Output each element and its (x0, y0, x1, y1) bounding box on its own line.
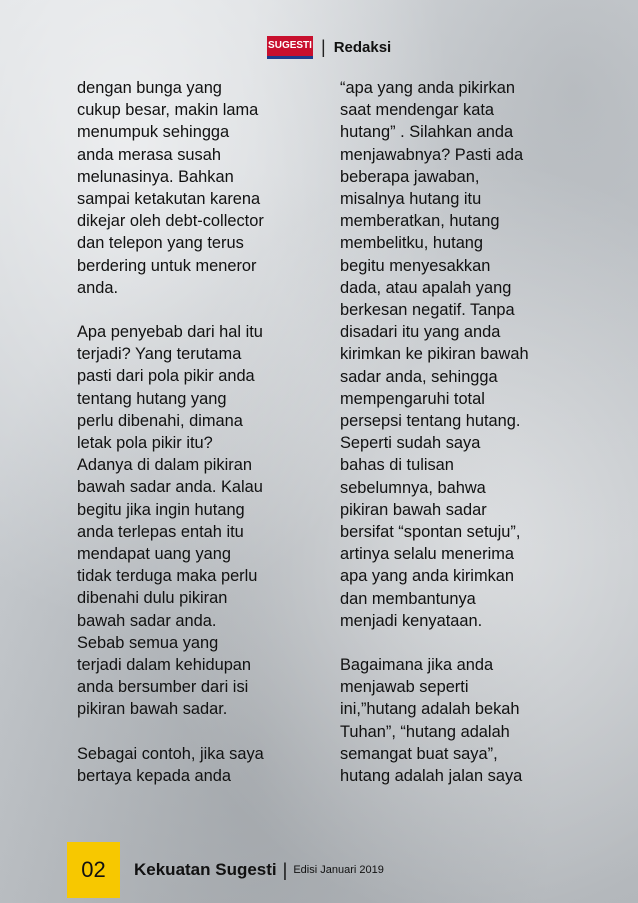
header-separator: | (321, 36, 326, 57)
paragraph: Sebagai contoh, jika saya bertaya kepada anda (77, 744, 264, 785)
edition-label: Edisi Januari 2019 (293, 864, 384, 876)
paragraph: dengan bunga yang cukup besar, makin lama menumpuk sehingga anda merasa susah melunasinya. Bahkan sampai ketakutan karena dikejar oleh debt-collector dan telepon yang terus berdering untuk meneror anda. (77, 79, 264, 297)
logo-text: SUGESTI (268, 39, 312, 51)
right-column (340, 77, 575, 787)
left-column (77, 77, 317, 787)
paragraph: Apa penyebab dari hal itu terjadi? Yang terutama pasti dari pola pikir anda tentang hutang yang perlu dibenahi, dimana letak pola pikir itu? Adanya di dalam pikiran bawah sadar anda. Kalau begitu jika ingin hutang anda terlepas entah itu mendapat uang yang tidak terduga maka perlu dibenahi dulu pikiran bawah sadar anda. Sebab semua yang terjadi dalam kehidupan anda bersumber dari isi pikiran bawah sadar. (77, 323, 263, 719)
page-number: 02 (67, 842, 120, 898)
sugesti-logo (267, 36, 313, 59)
page-footer (67, 842, 638, 898)
paragraph: “apa yang anda pikirkan saat mendengar kata hutang” . Silahkan anda menjawabnya? Pasti ada beberapa jawaban, misalnya hutang itu memberatkan, hutang membelitku, hutang begitu menyesakkan dada, atau apalah yang berkesan negatif. Tanpa disadari itu yang anda kirimkan ke pikiran bawah sadar anda, sehingga mempengaruhi total persepsi tentang hutang. Seperti sudah saya bahas di tulisan sebelumnya, bahwa pikiran bawah sadar bersifat “spontan setuju”, artinya selalu menerima apa yang anda kirimkan dan membantunya menjadi kenyataan. (340, 79, 529, 630)
footer-separator: | (282, 859, 288, 880)
magazine-title: Kekuatan Sugesti (134, 860, 277, 879)
paragraph: Bagaimana jika anda menjawab seperti ini,”hutang adalah bekah Tuhan”, “hutang adalah semangat buat saya”, hutang adalah jalan saya (340, 656, 523, 786)
section-title: Redaksi (333, 38, 392, 56)
page-header (267, 34, 391, 60)
